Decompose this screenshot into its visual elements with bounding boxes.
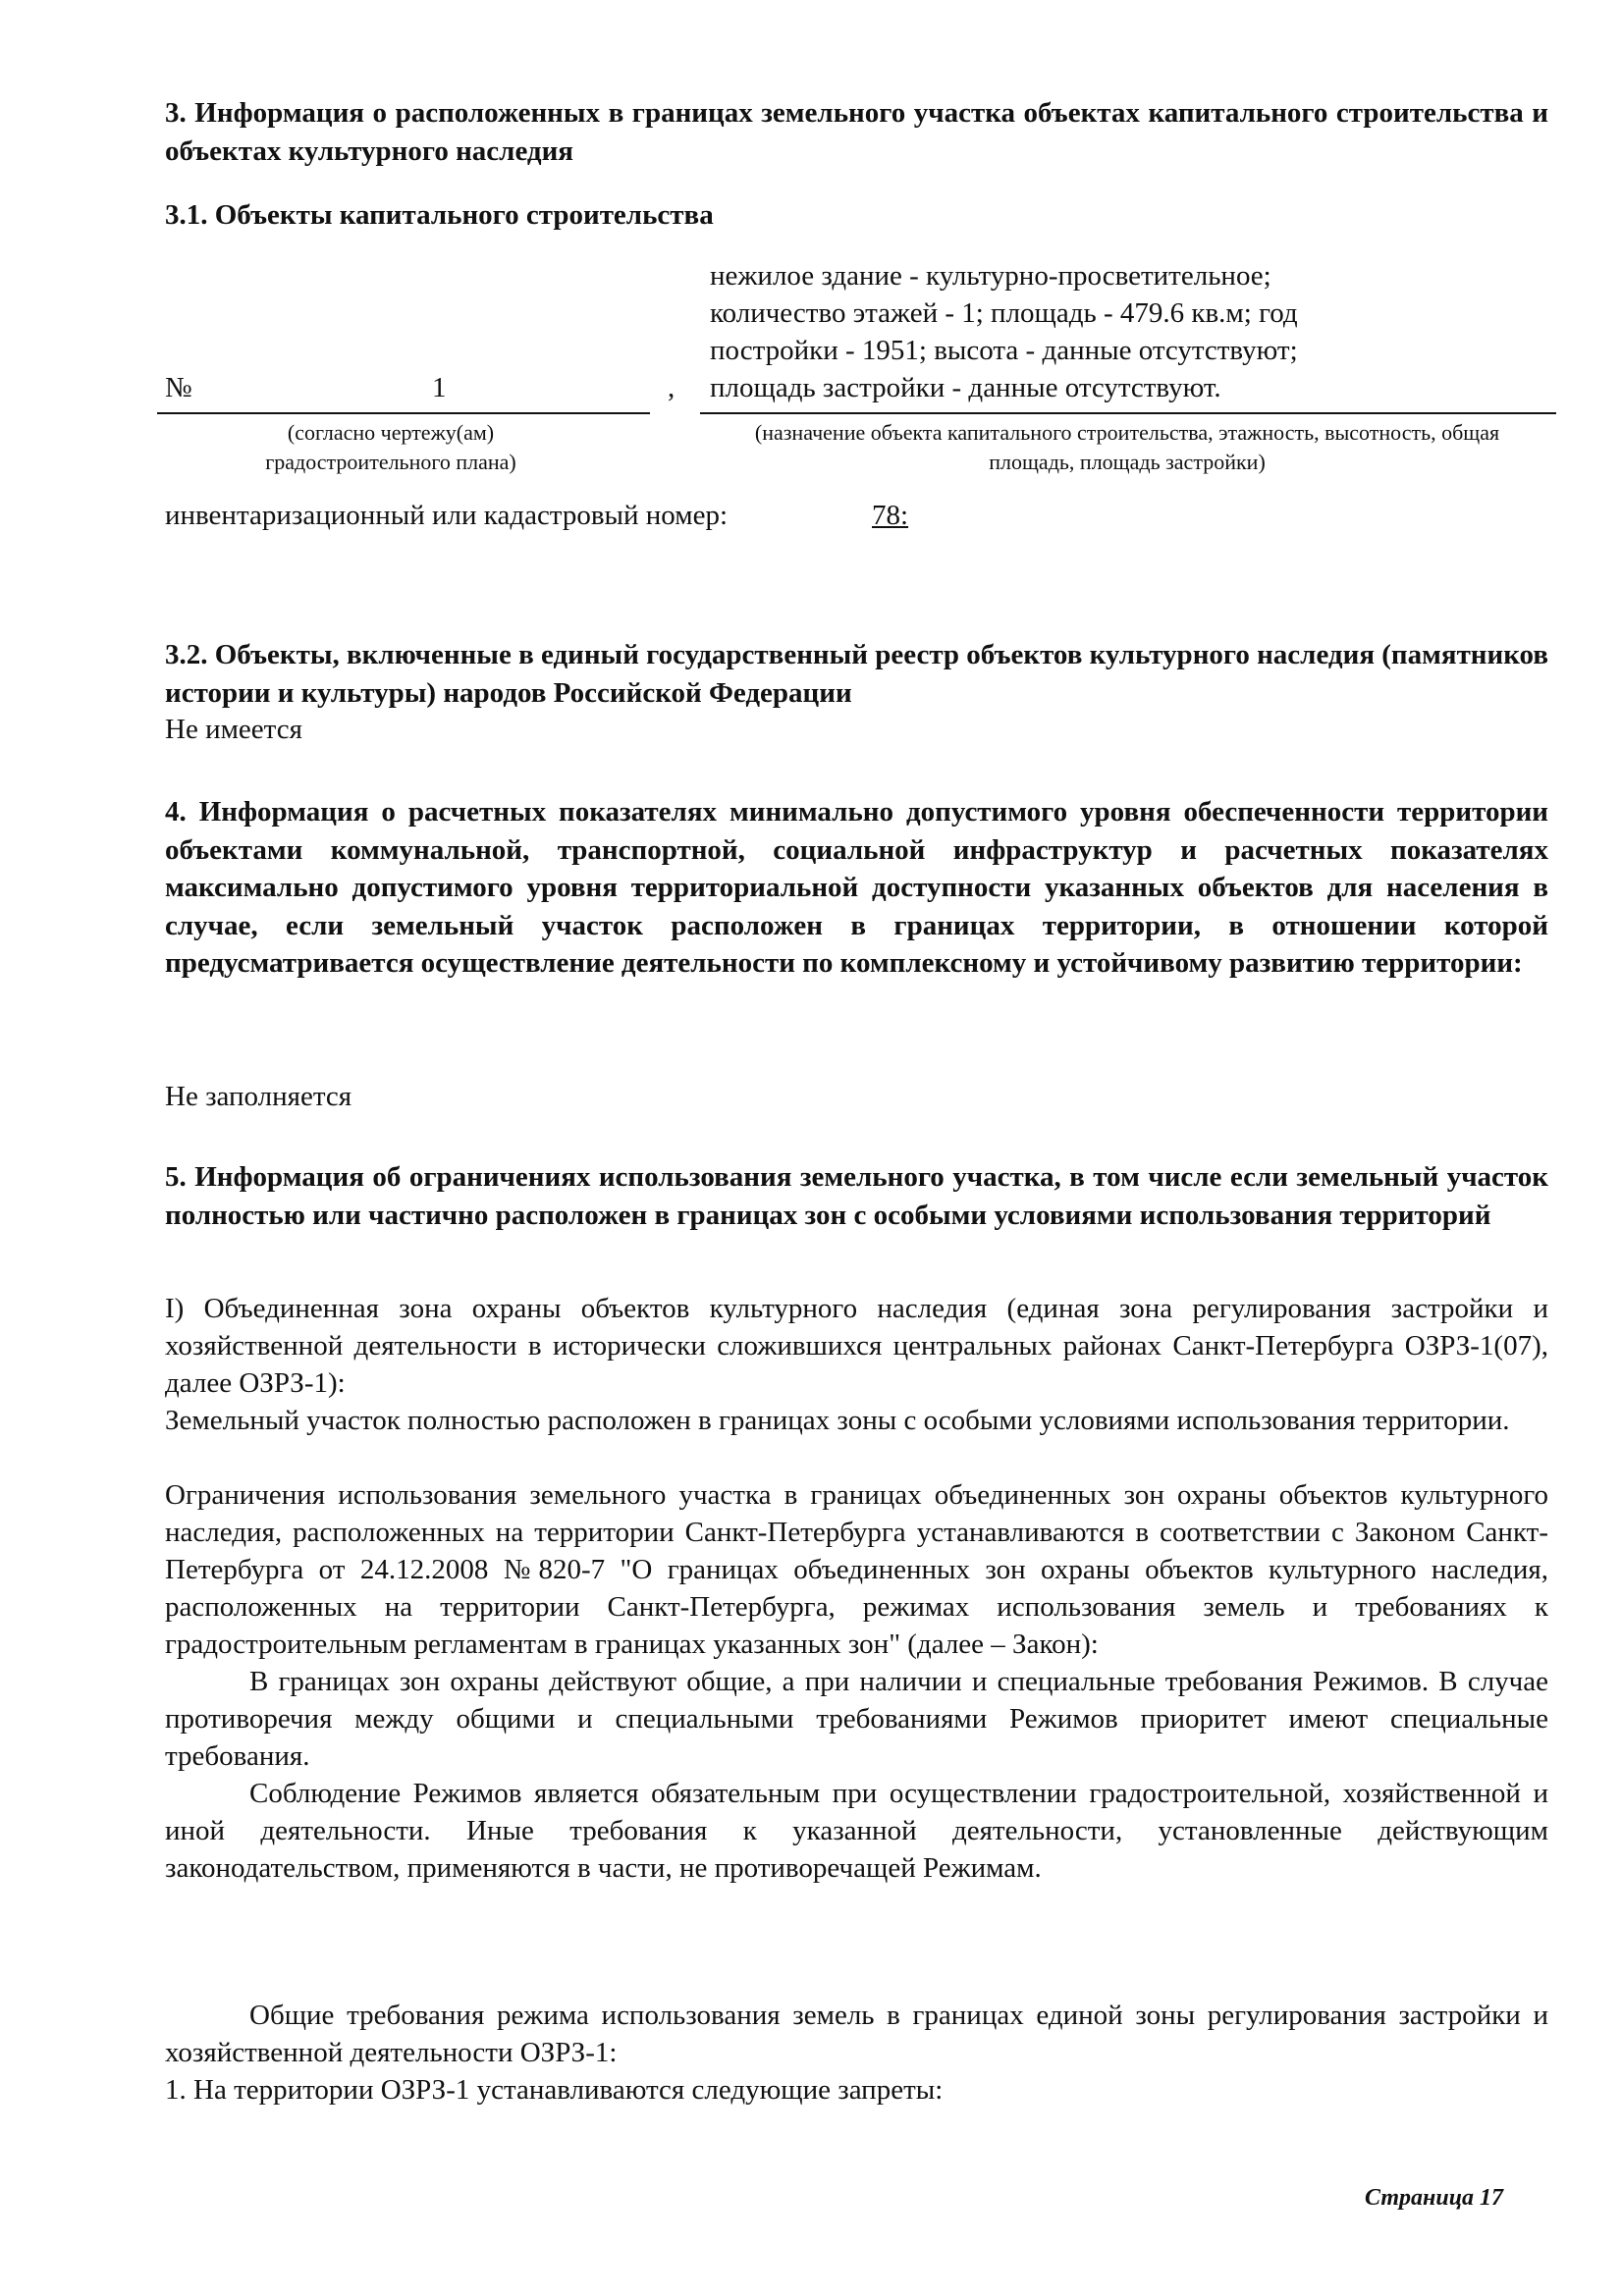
paragraph: Общие требования режима использования земель в границах единой зоны регулирования застройки и хозяйственной деятельности ОЗРЗ-1: [165, 2000, 1548, 2068]
cadastral-value: 78: [872, 500, 909, 531]
cadastral-label: инвентаризационный или кадастровый номер: [165, 500, 729, 531]
number-underline [157, 412, 650, 414]
paragraph: В границах зон охраны действуют общие, а при наличии и специальные требования Режимов. В случае противоречия между общими и специальными требованиями Режимов приоритет имеют специальные требования. [165, 1666, 1548, 1772]
description-line: нежилое здание - культурно-просветительное; [710, 260, 1271, 292]
description-underline [700, 412, 1556, 414]
description-line: количество этажей - 1; площадь - 479.6 кв.м; год [710, 297, 1298, 329]
paragraph: 1. На территории ОЗРЗ-1 устанавливаются следующие запреты: [165, 2074, 944, 2106]
section-4-value: Не заполняется [165, 1081, 352, 1112]
section-3-1-title: 3.1. Объекты капитального строительства [165, 199, 714, 231]
paragraph: Ограничения использования земельного участка в границах объединенных зон охраны объектов культурного наследия, расположенных на территории Санкт-Петербурга устанавливаются в соответствии с Законом Санкт-Петербурга от 24.12.2008 №820-7 "О границах объединенных зон охраны объектов культурного наследия, расположенных на территории Санкт-Петербурга, режимах использования земель и требованиях к градостроительным регламентам в границах указанных зон" (далее – Закон): [165, 1479, 1548, 1660]
page-number: Страница 17 [1365, 2185, 1504, 2211]
section-3-title: 3. Информация о расположенных в границах земельного участка объектах капитального строительства и объектах культурного наследия [165, 97, 1548, 167]
paragraph: Земельный участок полностью расположен в границах зоны с особыми условиями использования территории. [165, 1405, 1510, 1436]
object-description [710, 257, 1554, 406]
number-prefix: № [165, 372, 192, 403]
number-caption: (согласно чертежу(ам) градостроительного плана) [265, 420, 516, 474]
object-number: 1 [432, 372, 447, 403]
description-line: площадь застройки - данные отсутствуют. [710, 372, 1221, 403]
description-line: постройки - 1951; высота - данные отсутствуют; [710, 335, 1298, 366]
section-5-title: 5. Информация об ограничениях использования земельного участка, в том числе если земельный участок полностью или частично расположен в границах зон с особыми условиями использования территорий [165, 1161, 1548, 1231]
paragraph: Соблюдение Режимов является обязательным при осуществлении градостроительной, хозяйственной и иной деятельности. Иные требования к указанной деятельности, установленные действующим законодательством, применяются в части, не противоречащей Режимам. [165, 1778, 1548, 1884]
section-3-2-value: Не имеется [165, 714, 302, 745]
description-caption: (назначение объекта капитального строительства, этажность, высотность, общая площадь, площадь застройки) [754, 420, 1500, 474]
section-4-title: 4. Информация о расчетных показателях минимально допустимого уровня обеспеченности территории объектами коммунальной, транспортной, социальной инфраструктур и расчетных показателях максимально допустимого уровня территориальной доступности указанных объектов для населения в случае, если земельный участок расположен в границах территории, в отношении которой предусматривается осуществление деятельности по комплексному и устойчивому развитию территории: [165, 796, 1548, 979]
paragraph: I) Объединенная зона охраны объектов культурного наследия (единая зона регулирования застройки и хозяйственной деятельности в исторически сложившихся центральных районах Санкт-Петербурга ОЗРЗ-1(07), далее ОЗРЗ-1): [165, 1293, 1548, 1399]
separator-comma: , [668, 372, 675, 403]
section-3-2-title: 3.2. Объекты, включенные в единый государственный реестр объектов культурного наследия (памятников истории и культуры) народов Российской Федерации [165, 639, 1548, 709]
